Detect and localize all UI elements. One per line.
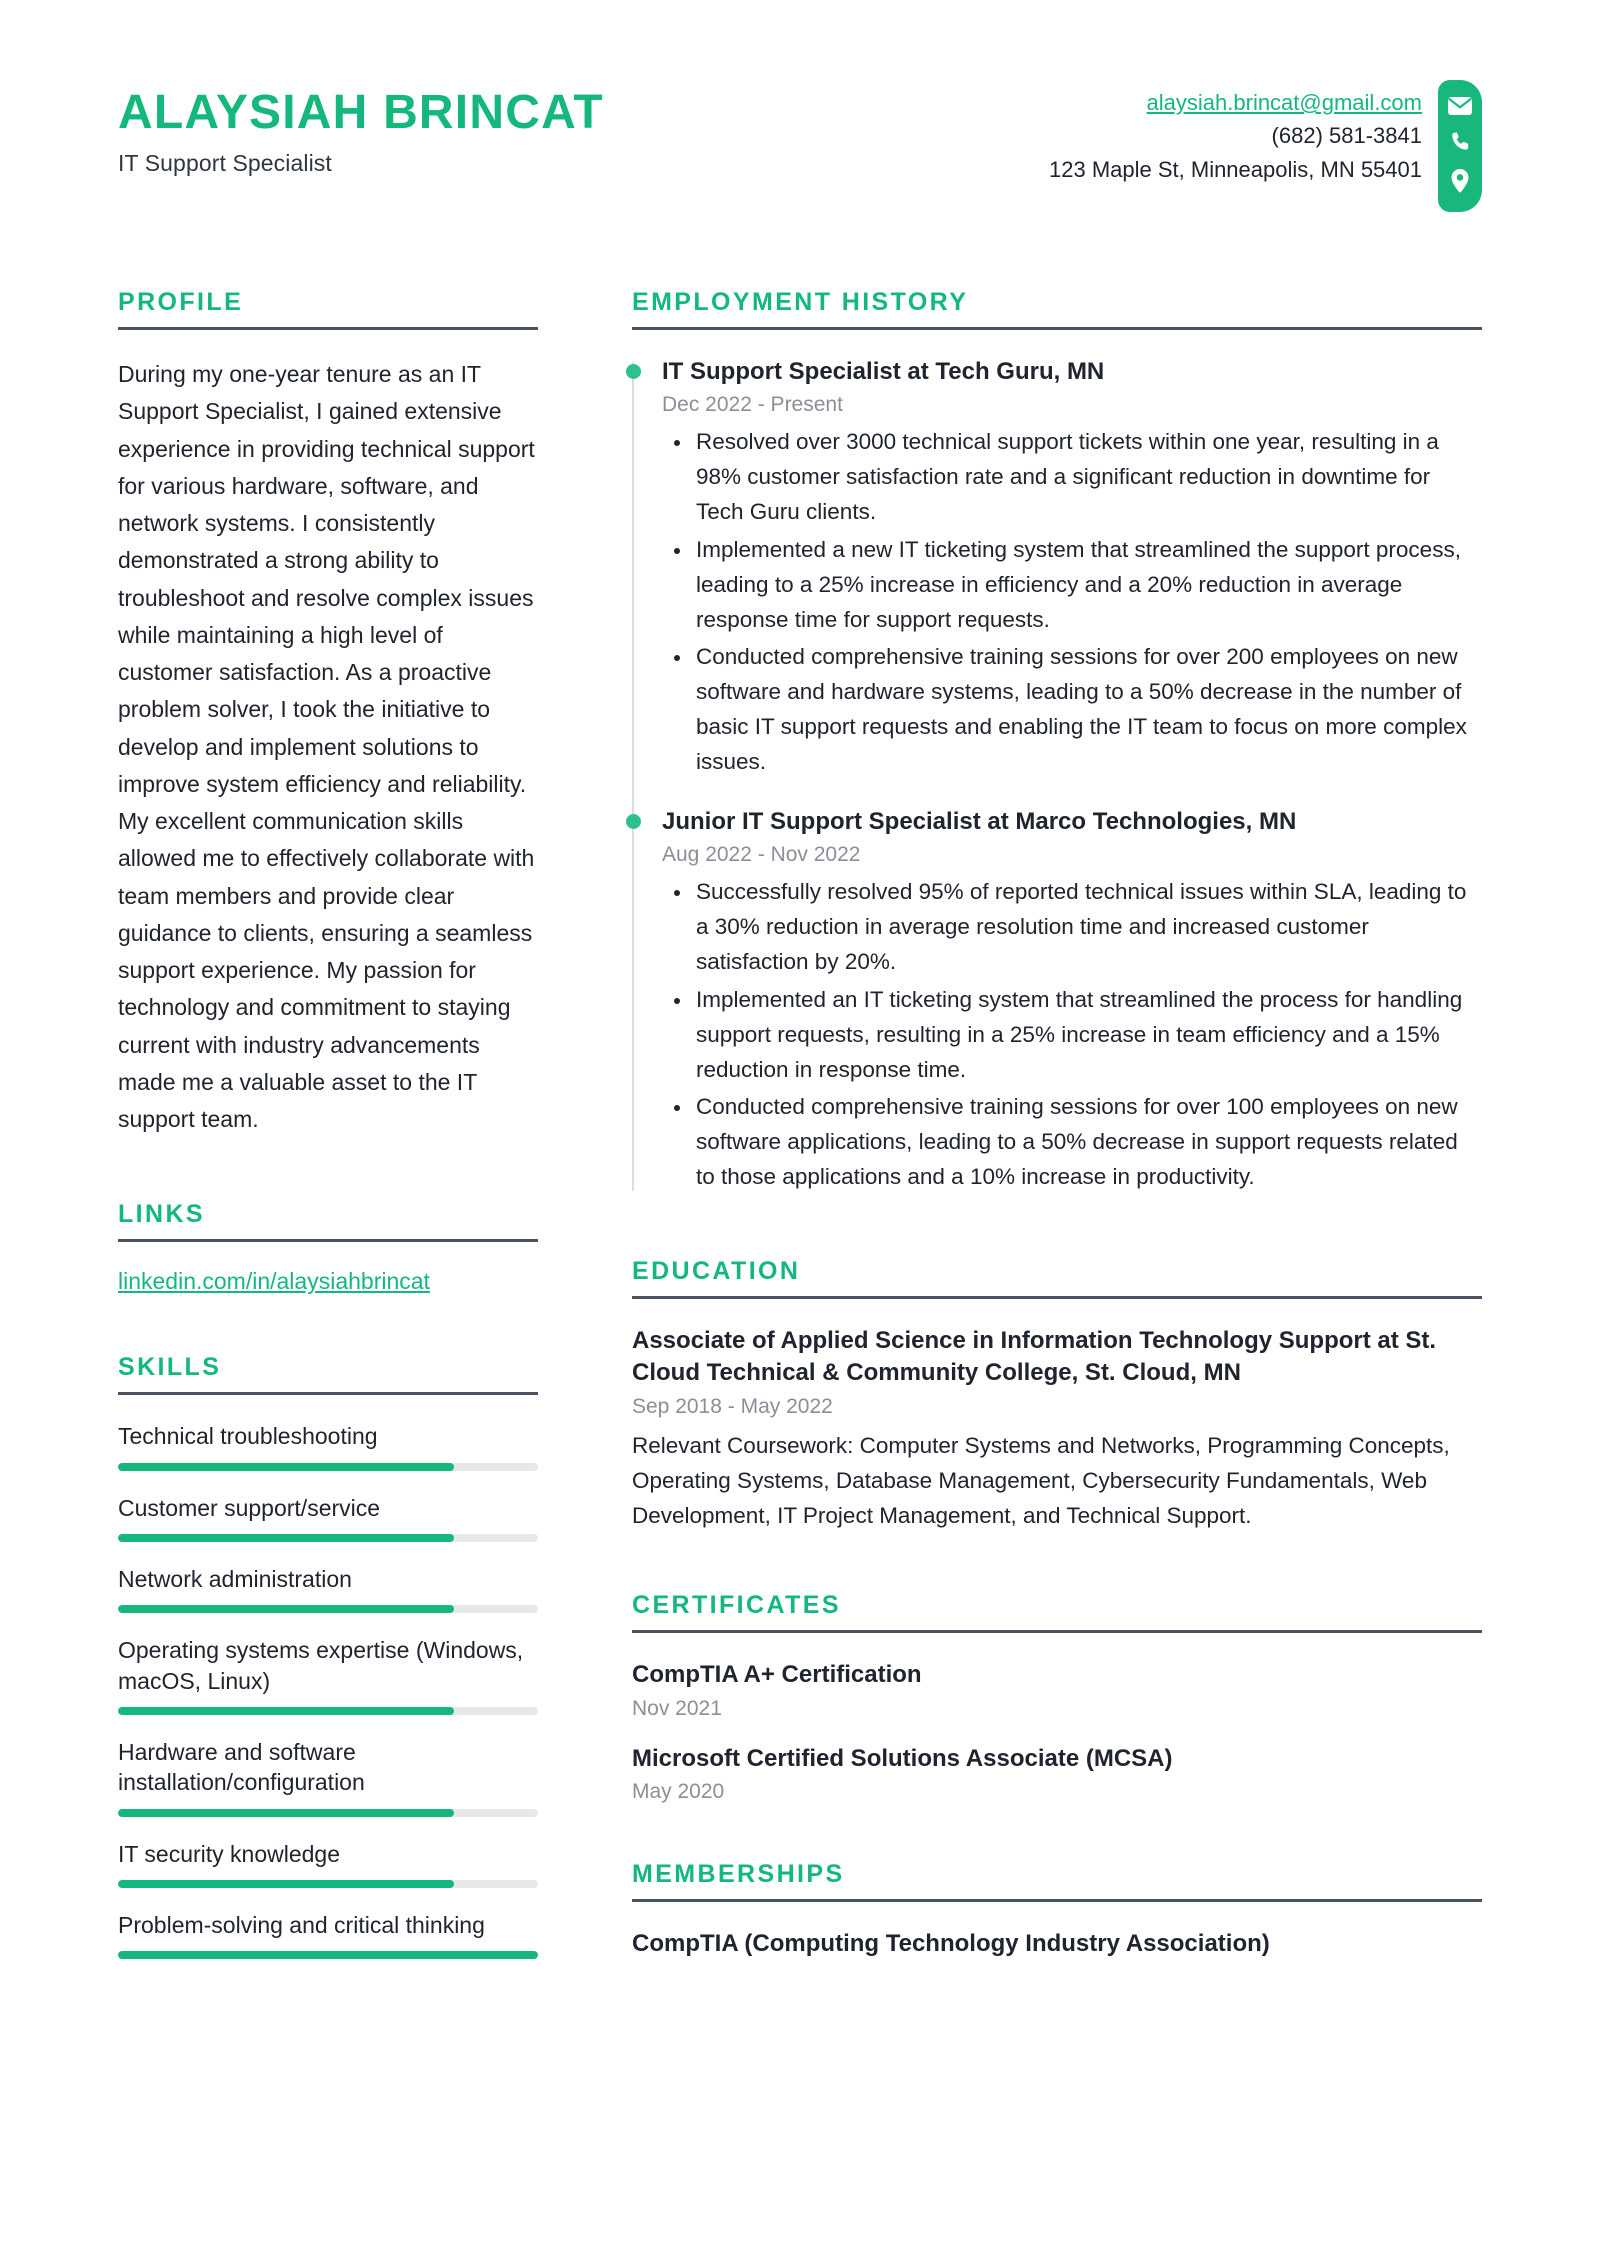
list-item xyxy=(632,1928,1482,1959)
job-title: Junior IT Support Specialist at Marco Technologies, MN xyxy=(662,807,1297,835)
skill-rating-fill xyxy=(118,1463,454,1471)
section-divider xyxy=(632,1630,1482,1633)
education-dates: Sep 2018 - May 2022 xyxy=(632,1394,833,1418)
section-divider xyxy=(632,1899,1482,1902)
skill-rating-track xyxy=(118,1605,538,1613)
membership-name: CompTIA (Computing Technology Industry Association) xyxy=(632,1929,1270,1957)
memberships-section-title: MEMBERSHIPS xyxy=(632,1859,845,1888)
contact-lines xyxy=(1049,78,1422,212)
job-bullets xyxy=(662,425,1482,780)
employment-timeline xyxy=(632,356,1482,1195)
list-item xyxy=(118,1635,538,1715)
list-item xyxy=(118,1910,538,1959)
list-item xyxy=(118,1839,538,1888)
skill-rating-fill xyxy=(118,1809,454,1817)
list-item xyxy=(632,1659,1482,1720)
profile-section-title: PROFILE xyxy=(118,288,244,316)
skill-rating-fill xyxy=(118,1707,454,1715)
education-degree: Associate of Applied Science in Information Technology Support at St. Cloud Technical & Community College, St. Cloud, MN xyxy=(632,1327,1437,1386)
skill-label: IT security knowledge xyxy=(118,1840,341,1867)
job-dates: Dec 2022 - Present xyxy=(662,393,843,417)
links-section-title: LINKS xyxy=(118,1200,205,1229)
job-title: IT Support Specialist at Tech Guru, MN xyxy=(662,358,1105,385)
skill-rating-track xyxy=(118,1880,538,1888)
skill-rating-track xyxy=(118,1534,538,1542)
job-dates: Aug 2022 - Nov 2022 xyxy=(662,843,861,867)
employment-section-title: EMPLOYMENT HISTORY xyxy=(632,288,969,316)
skill-label: Network administration xyxy=(118,1565,352,1592)
certificate-date: Nov 2021 xyxy=(632,1696,722,1720)
memberships-section xyxy=(632,1860,1482,1959)
email-link[interactable]: alaysiah.brincat@gmail.com xyxy=(1146,90,1422,115)
links-list xyxy=(118,1268,538,1295)
page-title: ALAYSIAH BRINCAT xyxy=(118,86,604,139)
certificate-name: CompTIA A+ Certification xyxy=(632,1661,922,1689)
certificates-section-title: CERTIFICATES xyxy=(632,1591,841,1620)
certificate-name: Microsoft Certified Solutions Associate (MCSA) xyxy=(632,1744,1173,1772)
list-item: Implemented an IT ticketing system that streamlined the process for handling support requests, resulting in a 25% increase in team efficiency and a 15% reduction in response time. xyxy=(696,983,1482,1088)
list-item xyxy=(662,806,1482,1195)
skill-label: Problem-solving and critical thinking xyxy=(118,1912,485,1939)
certificate-date: May 2020 xyxy=(632,1779,725,1803)
skill-rating-fill xyxy=(118,1534,454,1542)
links-section xyxy=(118,1200,538,1295)
contact-block xyxy=(1049,78,1482,212)
resume-header xyxy=(118,0,1482,212)
phone-text: (682) 581-3841 xyxy=(1271,123,1422,149)
section-divider xyxy=(118,1239,538,1242)
map-pin-icon xyxy=(1449,168,1471,194)
resume-body xyxy=(118,212,1482,1981)
skill-label: Technical troubleshooting xyxy=(118,1423,378,1450)
identity-block xyxy=(118,78,604,177)
timeline-dot-icon xyxy=(626,814,641,829)
section-divider xyxy=(632,327,1482,330)
left-column xyxy=(118,288,538,1981)
skill-rating-fill xyxy=(118,1880,454,1888)
skill-label: Customer support/service xyxy=(118,1494,381,1521)
address-text: 123 Maple St, Minneapolis, MN 55401 xyxy=(1049,156,1422,182)
phone-icon xyxy=(1448,130,1472,154)
skill-rating-fill xyxy=(118,1605,454,1613)
headline-job-title: IT Support Specialist xyxy=(118,150,332,177)
skills-section xyxy=(118,1353,538,1959)
list-item xyxy=(118,1737,538,1817)
profile-text: During my one-year tenure as an IT Support Specialist, I gained extensive experience in providing technical support for various hardware, software, and network systems. I consistently demonstrated a strong ability to troubleshoot and resolve complex issues while maintaining a high level of customer satisfaction. As a proactive problem solver, I took the initiative to develop and implement solutions to improve system efficiency and reliability. My excellent communication skills allowed me to effectively collaborate with team members and provide clear guidance to clients, ensuring a seamless support experience. My passion for technology and commitment to staying current with industry advancements made me a valuable asset to the IT support team. xyxy=(118,361,535,1132)
envelope-icon xyxy=(1447,96,1473,116)
education-section-title: EDUCATION xyxy=(632,1257,801,1285)
timeline-dot-icon xyxy=(626,364,641,379)
profile-section xyxy=(118,288,538,1138)
section-divider xyxy=(118,1392,538,1395)
list-item xyxy=(632,1743,1482,1804)
skill-rating-track xyxy=(118,1707,538,1715)
section-divider xyxy=(118,327,538,330)
skill-rating-track xyxy=(118,1463,538,1471)
employment-section xyxy=(632,288,1482,1195)
skill-label: Hardware and software installation/configuration xyxy=(118,1739,365,1796)
list-item xyxy=(118,1493,538,1542)
list-item: Successfully resolved 95% of reported technical issues within SLA, leading to a 30% reduction in average resolution time and increased customer satisfaction by 20%. xyxy=(696,875,1482,980)
education-section xyxy=(632,1257,1482,1533)
list-item xyxy=(632,1325,1482,1533)
contact-icon-badge xyxy=(1438,80,1482,212)
skill-rating-fill xyxy=(118,1951,538,1959)
list-item: Conducted comprehensive training sessions for over 100 employees on new software applications, leading to a 50% decrease in support requests related to those applications and a 10% increase in productivity. xyxy=(696,1090,1482,1195)
list-item[interactable]: linkedin.com/in/alaysiahbrincat xyxy=(118,1268,430,1295)
education-description: Relevant Coursework: Computer Systems and Networks, Programming Concepts, Operating Systems, Database Management, Cybersecurity Fundamentals, Web Development, IT Project Management, and Technical Support. xyxy=(632,1432,1450,1528)
skill-rating-track xyxy=(118,1951,538,1959)
skills-section-title: SKILLS xyxy=(118,1353,222,1382)
certificates-section xyxy=(632,1591,1482,1803)
right-column xyxy=(632,288,1482,1981)
list-item xyxy=(662,356,1482,780)
list-item: Resolved over 3000 technical support tickets within one year, resulting in a 98% customer satisfaction rate and a significant reduction in downtime for Tech Guru clients. xyxy=(696,425,1482,530)
skill-rating-track xyxy=(118,1809,538,1817)
job-bullets xyxy=(662,875,1482,1195)
list-item: Conducted comprehensive training sessions for over 200 employees on new software and hardware systems, leading to a 50% decrease in the number of basic IT support requests and enabling the IT team to focus on more complex issues. xyxy=(696,640,1482,780)
skill-label: Operating systems expertise (Windows, macOS, Linux) xyxy=(118,1637,524,1694)
list-item xyxy=(118,1564,538,1613)
list-item xyxy=(118,1421,538,1470)
list-item: Implemented a new IT ticketing system that streamlined the support process, leading to a 25% increase in efficiency and a 20% reduction in average response time for support requests. xyxy=(696,533,1482,638)
section-divider xyxy=(632,1296,1482,1299)
